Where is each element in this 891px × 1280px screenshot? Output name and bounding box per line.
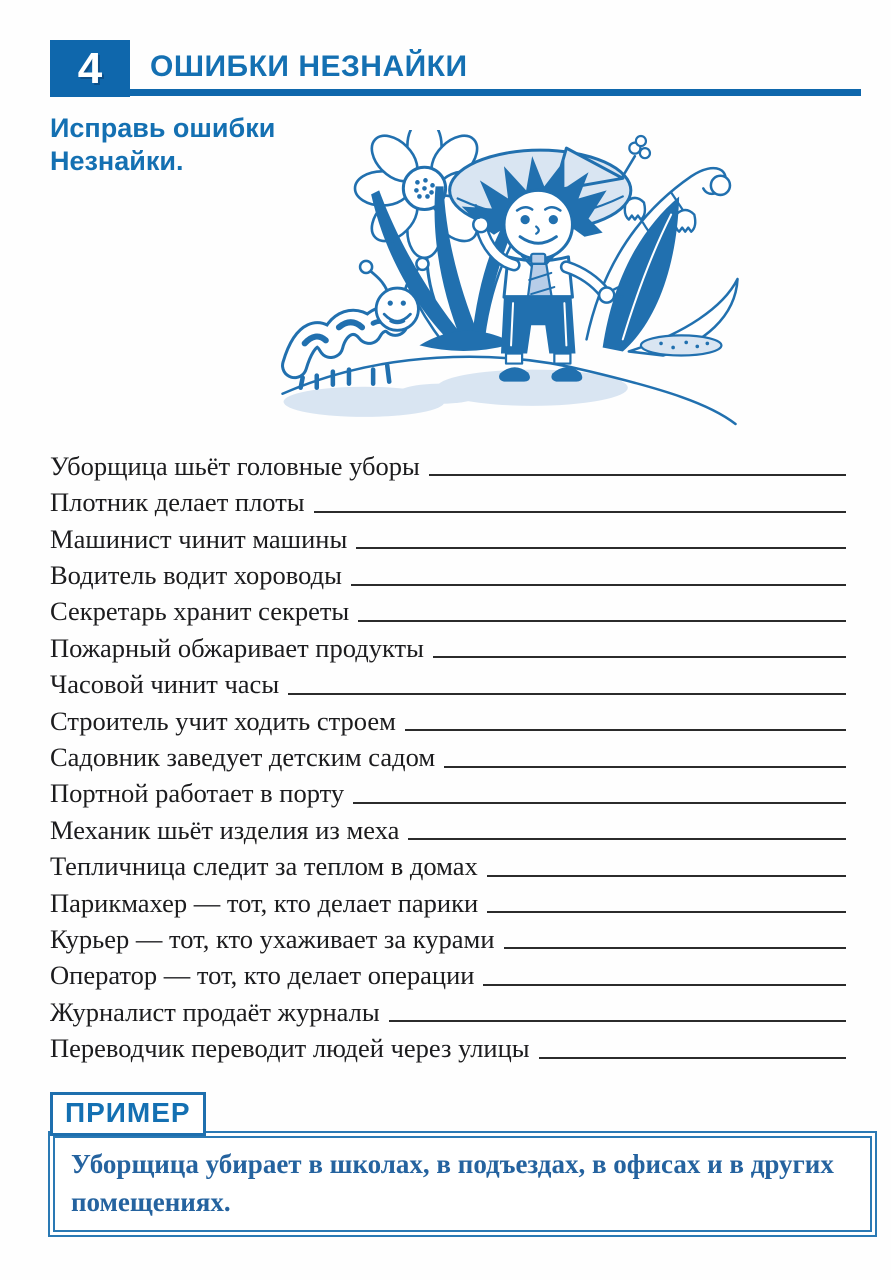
sentence-text: Плотник делает плоты — [50, 487, 305, 518]
sentence-text: Часовой чинит часы — [50, 669, 280, 700]
neznaika-illustration — [266, 130, 744, 432]
task-number-badge — [50, 40, 130, 97]
sentence-text: Водитель водит хороводы — [50, 560, 342, 591]
exercise-row — [50, 956, 846, 992]
header-rule — [70, 89, 861, 96]
exercise-row — [50, 920, 846, 956]
ground — [283, 357, 736, 424]
sentence-text: Механик шьёт изделия из меха — [50, 814, 400, 845]
answer-blank[interactable] — [389, 1019, 846, 1022]
sentence-text: Тепличница следит за теплом в домах — [50, 851, 478, 882]
task-number: 4 — [77, 43, 103, 93]
sentence-text: Машинист чинит машины — [50, 523, 348, 554]
exercise-row — [50, 847, 846, 883]
sentence-text: Парикмахер — тот, кто делает парики — [50, 887, 479, 918]
example-text: Уборщица убирает в школах, в подъездах, в офисах и в других помещениях. — [71, 1149, 834, 1217]
answer-blank[interactable] — [358, 619, 846, 622]
answer-blank[interactable] — [314, 510, 846, 513]
answer-blank[interactable] — [353, 801, 846, 804]
exercise-row — [50, 884, 846, 920]
exercise-row — [50, 629, 846, 665]
answer-blank[interactable] — [444, 765, 846, 768]
exercise-row — [50, 811, 846, 847]
answer-blank[interactable] — [288, 692, 846, 695]
exercise-row — [50, 447, 846, 483]
page-title: ОШИБКИ НЕЗНАЙКИ — [150, 50, 468, 83]
answer-blank[interactable] — [539, 1056, 846, 1059]
sentence-text: Строитель учит ходить строем — [50, 705, 396, 736]
answer-blank[interactable] — [487, 874, 846, 877]
exercise-row — [50, 556, 846, 592]
example-inner-border — [53, 1136, 872, 1232]
exercise-row — [50, 775, 846, 811]
exercise-list — [50, 447, 846, 1066]
task-instruction: Исправь ошибки Незнайки. — [50, 113, 276, 176]
example-box — [48, 1131, 877, 1237]
face — [504, 190, 572, 258]
exercise-row — [50, 702, 846, 738]
sentence-text: Секретарь хранит секреты — [50, 596, 350, 627]
sentence-text: Портной работает в порту — [50, 778, 345, 809]
answer-blank[interactable] — [433, 655, 846, 658]
sentence-text: Садовник заведует детским садом — [50, 742, 436, 773]
sentence-text: Оператор — тот, кто делает операции — [50, 960, 475, 991]
exercise-row — [50, 483, 846, 519]
answer-blank[interactable] — [483, 983, 846, 986]
exercise-row — [50, 520, 846, 556]
answer-blank[interactable] — [405, 728, 846, 731]
exercise-row — [50, 993, 846, 1029]
answer-blank[interactable] — [429, 473, 846, 476]
answer-blank[interactable] — [487, 910, 846, 913]
exercise-row — [50, 665, 846, 701]
sentence-text: Журналист продаёт журналы — [50, 996, 380, 1027]
answer-blank[interactable] — [408, 837, 846, 840]
sentence-text: Переводчик переводит людей через улицы — [50, 1033, 530, 1064]
exercise-row — [50, 593, 846, 629]
sentence-text: Пожарный обжаривает продукты — [50, 632, 424, 663]
exercise-row — [50, 1029, 846, 1065]
sentence-text: Курьер — тот, кто ухаживает за курами — [50, 923, 495, 954]
exercise-row — [50, 738, 846, 774]
answer-blank[interactable] — [356, 546, 846, 549]
answer-blank[interactable] — [504, 946, 847, 949]
answer-blank[interactable] — [351, 583, 846, 586]
sentence-text: Уборщица шьёт головные уборы — [50, 450, 420, 481]
example-label: ПРИМЕР — [50, 1092, 206, 1136]
